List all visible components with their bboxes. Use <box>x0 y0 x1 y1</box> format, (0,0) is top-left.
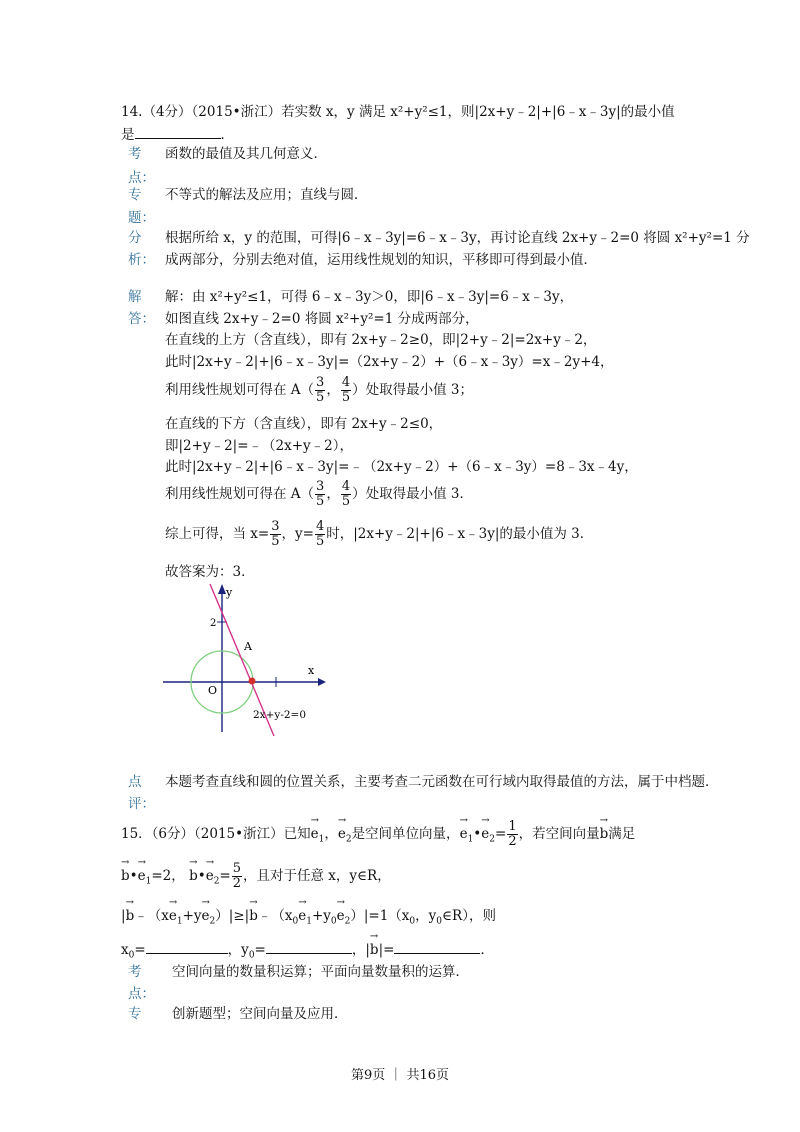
q15-l3-c: +y <box>182 908 202 924</box>
q15-line4 <box>121 938 494 961</box>
q14-linear-1 <box>165 376 473 405</box>
q14-jieda-line7: 此时|2x+y﹣2|+|6﹣x﹣3y|=﹣（2x+y﹣2）+（6﹣x﹣3y）=8﹣3x﹣4y， <box>165 459 638 475</box>
point-a <box>249 678 256 685</box>
frac-3-5 <box>270 520 280 549</box>
tick-label-2: 2 <box>210 618 217 629</box>
q14-answer-blank <box>135 126 221 139</box>
b-letter: b <box>599 826 609 842</box>
vector-e2 <box>206 868 214 884</box>
line-equation-label: 2x+y-2=0 <box>253 709 307 721</box>
e1-letter: e <box>137 868 146 884</box>
y0-sub: 0 <box>436 916 443 927</box>
vector-b <box>249 908 258 924</box>
q14-linear-2 <box>165 480 473 509</box>
e2-sub: 2 <box>344 916 351 927</box>
e2-letter: e <box>336 908 345 924</box>
frac-den: 5 <box>316 390 325 405</box>
frac-num: 4 <box>341 479 351 494</box>
y0-sub: 0 <box>248 950 255 961</box>
e2-sub: 2 <box>213 876 220 887</box>
frac-4-5 <box>341 376 351 405</box>
label-kaodian-1: 考 <box>128 146 142 162</box>
label-kaodian-15-2: 点： <box>128 986 155 1002</box>
label-jieda-1: 解 <box>128 289 142 305</box>
y0-sub: 0 <box>330 916 337 927</box>
linear2-pre: 利用线性规划可得在 A（ <box>165 486 315 502</box>
e1-letter: e <box>310 826 319 842</box>
frac-num: 3 <box>316 375 325 390</box>
equals: = <box>495 826 507 842</box>
b-letter: b <box>125 908 135 924</box>
e2-letter: e <box>201 908 210 924</box>
frac-4-5 <box>341 480 351 509</box>
q15-l1-b: ， <box>324 826 338 842</box>
e1-letter: e <box>298 908 307 924</box>
q15-zhuanti: 创新题型；空间向量及应用． <box>172 1006 348 1022</box>
vector-e1 <box>460 826 468 842</box>
q14-jieda-line3: 在直线的上方（含直线），即有 2x+y﹣2≥0，即|2+y﹣2|=2x+y﹣2， <box>165 332 597 348</box>
summary-mid: ，y= <box>281 526 314 542</box>
frac-den: 2 <box>232 876 242 891</box>
b-letter: b <box>189 868 198 884</box>
vector-b <box>126 908 135 924</box>
frac-den: 5 <box>341 390 351 405</box>
q15-l3-a: | <box>121 908 126 924</box>
q15-l1-a: 15．（6分）（2015•浙江）已知 <box>121 826 311 842</box>
x0-sub: 0 <box>409 916 416 927</box>
e1-sub: 1 <box>176 916 183 927</box>
q14-jieda-line2: 如图直线 2x+y﹣2=0 将圆 x²+y²=1 分成两部分， <box>165 311 479 327</box>
q14-summary <box>165 520 593 549</box>
q15-l2-tail: ，且对于任意 x，y∈R， <box>243 868 391 884</box>
y-label: y <box>226 586 233 599</box>
q14-zhuanti: 不等式的解法及应用；直线与圆． <box>165 187 368 203</box>
label-kaodian-2: 点： <box>128 170 155 186</box>
e1-sub: 1 <box>306 916 312 927</box>
q15-l3-e: ﹣（x <box>257 908 293 924</box>
q15-l3-h: ，y <box>415 908 437 924</box>
e2-letter: e <box>337 826 346 842</box>
label-kaodian-15-1: 考 <box>128 964 142 980</box>
q14-kaodian: 函数的最值及其几何意义． <box>165 146 327 162</box>
y0-blank <box>266 941 352 954</box>
point-a-label: A <box>244 640 252 653</box>
frac-den: 5 <box>341 494 351 509</box>
q15-l3-d: ）|≥| <box>215 908 250 924</box>
e1-sub: 1 <box>318 834 325 845</box>
b-letter: b <box>249 908 258 924</box>
frac-num: 1 <box>508 819 517 834</box>
frac-4-5 <box>315 520 325 549</box>
x-axis-arrow-icon <box>318 678 326 686</box>
frac-den: 5 <box>271 534 280 549</box>
vector-e1 <box>138 868 146 884</box>
b-letter: b <box>121 868 130 884</box>
q14-jieda-line5: 在直线的下方（含直线），即有 2x+y﹣2≤0， <box>165 416 443 432</box>
vector-e2 <box>202 908 210 924</box>
e2-letter: e <box>481 826 490 842</box>
label-dianping-2: 评： <box>128 796 155 812</box>
x0-sub: 0 <box>292 916 299 927</box>
q15-l3-f: +y <box>311 908 331 924</box>
e1-letter: e <box>459 826 468 842</box>
dot-operator: • <box>197 868 206 884</box>
label-zhuanti-2: 题： <box>128 210 155 226</box>
frac-num: 5 <box>232 861 242 876</box>
q14-graph <box>158 582 328 738</box>
q15-l1-d: ，若空间向量 <box>518 826 600 842</box>
q15-l3-i: ∈R），则 <box>442 908 496 924</box>
label-fenxi-2: 析： <box>128 252 155 268</box>
b-abs-close: |= <box>378 942 395 958</box>
e1-letter: e <box>168 908 177 924</box>
q14-jieda-line1: 解：由 x²+y²≤1，可得 6﹣x﹣3y＞0，即|6﹣x﹣3y|=6﹣x﹣3y， <box>165 289 574 305</box>
q14-line2 <box>121 123 234 143</box>
frac-den: 5 <box>316 494 325 509</box>
frac-num: 3 <box>316 479 325 494</box>
frac-1-2 <box>507 820 517 849</box>
label-jieda-2: 答： <box>128 311 155 327</box>
b-abs-open: ，| <box>351 942 370 958</box>
q15-l2-eq1: =2， <box>151 868 185 884</box>
frac-5-2 <box>232 862 242 891</box>
frac-num: 4 <box>341 375 351 390</box>
frac-num: 4 <box>315 519 325 534</box>
label-zhuanti-1: 专 <box>128 187 142 203</box>
frac-num: 3 <box>271 519 280 534</box>
summary-pre: 综上可得，当 x= <box>165 526 270 542</box>
frac-3-5 <box>315 480 325 509</box>
linear2-mid: ， <box>326 486 340 502</box>
q14-jieda-line4: 此时|2x+y﹣2|+|6﹣x﹣3y|=（2x+y﹣2）+（6﹣x﹣3y）=x﹣2y+4， <box>165 354 614 370</box>
q14-dianping: 本题考查直线和圆的位置关系，主要考查二元函数在可行域内取得最值的方法，属于中档题． <box>165 774 719 790</box>
vector-e2 <box>337 908 345 924</box>
summary-after: 时，|2x+y﹣2|+|6﹣x﹣3y|的最小值为 3． <box>326 526 594 542</box>
q14-fenxi-line1: 根据所给 x，y 的范围，可得|6﹣x﹣3y|=6﹣x﹣3y，再讨论直线 2x+y﹣2=0 将圆 x²+y²=1 分 <box>165 230 750 246</box>
y0-eq: = <box>254 942 266 958</box>
b-blank <box>394 941 480 954</box>
dot-operator: • <box>473 826 482 842</box>
x0-eq: = <box>134 942 146 958</box>
x0-x: x <box>121 942 129 958</box>
page-footer: 第9页 ｜ 共16页 <box>350 1068 450 1083</box>
dot-operator: • <box>129 868 138 884</box>
e2-sub: 2 <box>345 834 352 845</box>
linear2-post: ）处取得最小值 3． <box>352 486 473 502</box>
vector-b <box>121 868 130 884</box>
linear1-post: ）处取得最小值 3； <box>352 382 473 398</box>
q15-line1 <box>121 820 635 849</box>
vector-e2 <box>338 826 346 842</box>
q15-l3-b: ﹣（x <box>134 908 169 924</box>
y-axis-arrow-icon <box>218 584 226 594</box>
vector-e2 <box>481 826 489 842</box>
q15-l1-e: 满足 <box>608 826 636 842</box>
y0-y: ，y <box>227 942 249 958</box>
e1-sub: 1 <box>145 876 152 887</box>
vector-b <box>189 868 198 884</box>
e2-sub: 2 <box>489 834 495 845</box>
q15-l1-c: 是空间单位向量， <box>351 826 460 842</box>
frac-den: 2 <box>508 834 517 849</box>
vector-e1 <box>311 826 319 842</box>
x-label: x <box>308 664 315 677</box>
label-dianping-1: 点 <box>128 774 142 790</box>
vector-b <box>600 826 609 842</box>
x0-blank <box>146 941 228 954</box>
origin-label: O <box>208 684 218 697</box>
vector-e1 <box>169 908 177 924</box>
frac-den: 5 <box>315 534 325 549</box>
q14-line1: 14.（4分）（2015•浙江）若实数 x，y 满足 x²+y²≤1，则|2x+y﹣2|+|6﹣x﹣3y|的最小值 <box>121 104 675 120</box>
linear1-mid: ， <box>326 382 340 398</box>
e2-letter: e <box>205 868 214 884</box>
q15-line3 <box>121 904 496 927</box>
q15-l3-g: ）|=1（x <box>350 908 410 924</box>
label-zhuanti-15: 专 <box>128 1006 142 1022</box>
e2-sub: 2 <box>209 916 216 927</box>
q15-end: ． <box>480 942 494 958</box>
linear1-pre: 利用线性规划可得在 A（ <box>165 382 315 398</box>
x0-sub: 0 <box>128 950 135 961</box>
q14-jieda-line6: 即|2+y﹣2|=﹣（2x+y﹣2）， <box>165 438 354 454</box>
q14-line2-prefix: 是 <box>121 127 135 143</box>
q14-jieda-answer: 故答案为：3． <box>165 564 255 580</box>
e1-sub: 1 <box>467 834 474 845</box>
vector-b <box>370 942 379 958</box>
q14-fenxi-line2: 成两部分，分别去绝对值，运用线性规划的知识，平移即可得到最小值． <box>165 252 597 268</box>
q15-line2 <box>121 862 391 891</box>
q15-l2-eq2: = <box>219 868 231 884</box>
q15-kaodian: 空间向量的数量积运算；平面向量数量积的运算． <box>172 964 469 980</box>
vector-e1 <box>298 908 306 924</box>
frac-3-5 <box>315 376 325 405</box>
label-fenxi-1: 分 <box>128 230 142 246</box>
b-letter: b <box>369 942 379 958</box>
q14-line2-suffix: ． <box>220 127 234 143</box>
